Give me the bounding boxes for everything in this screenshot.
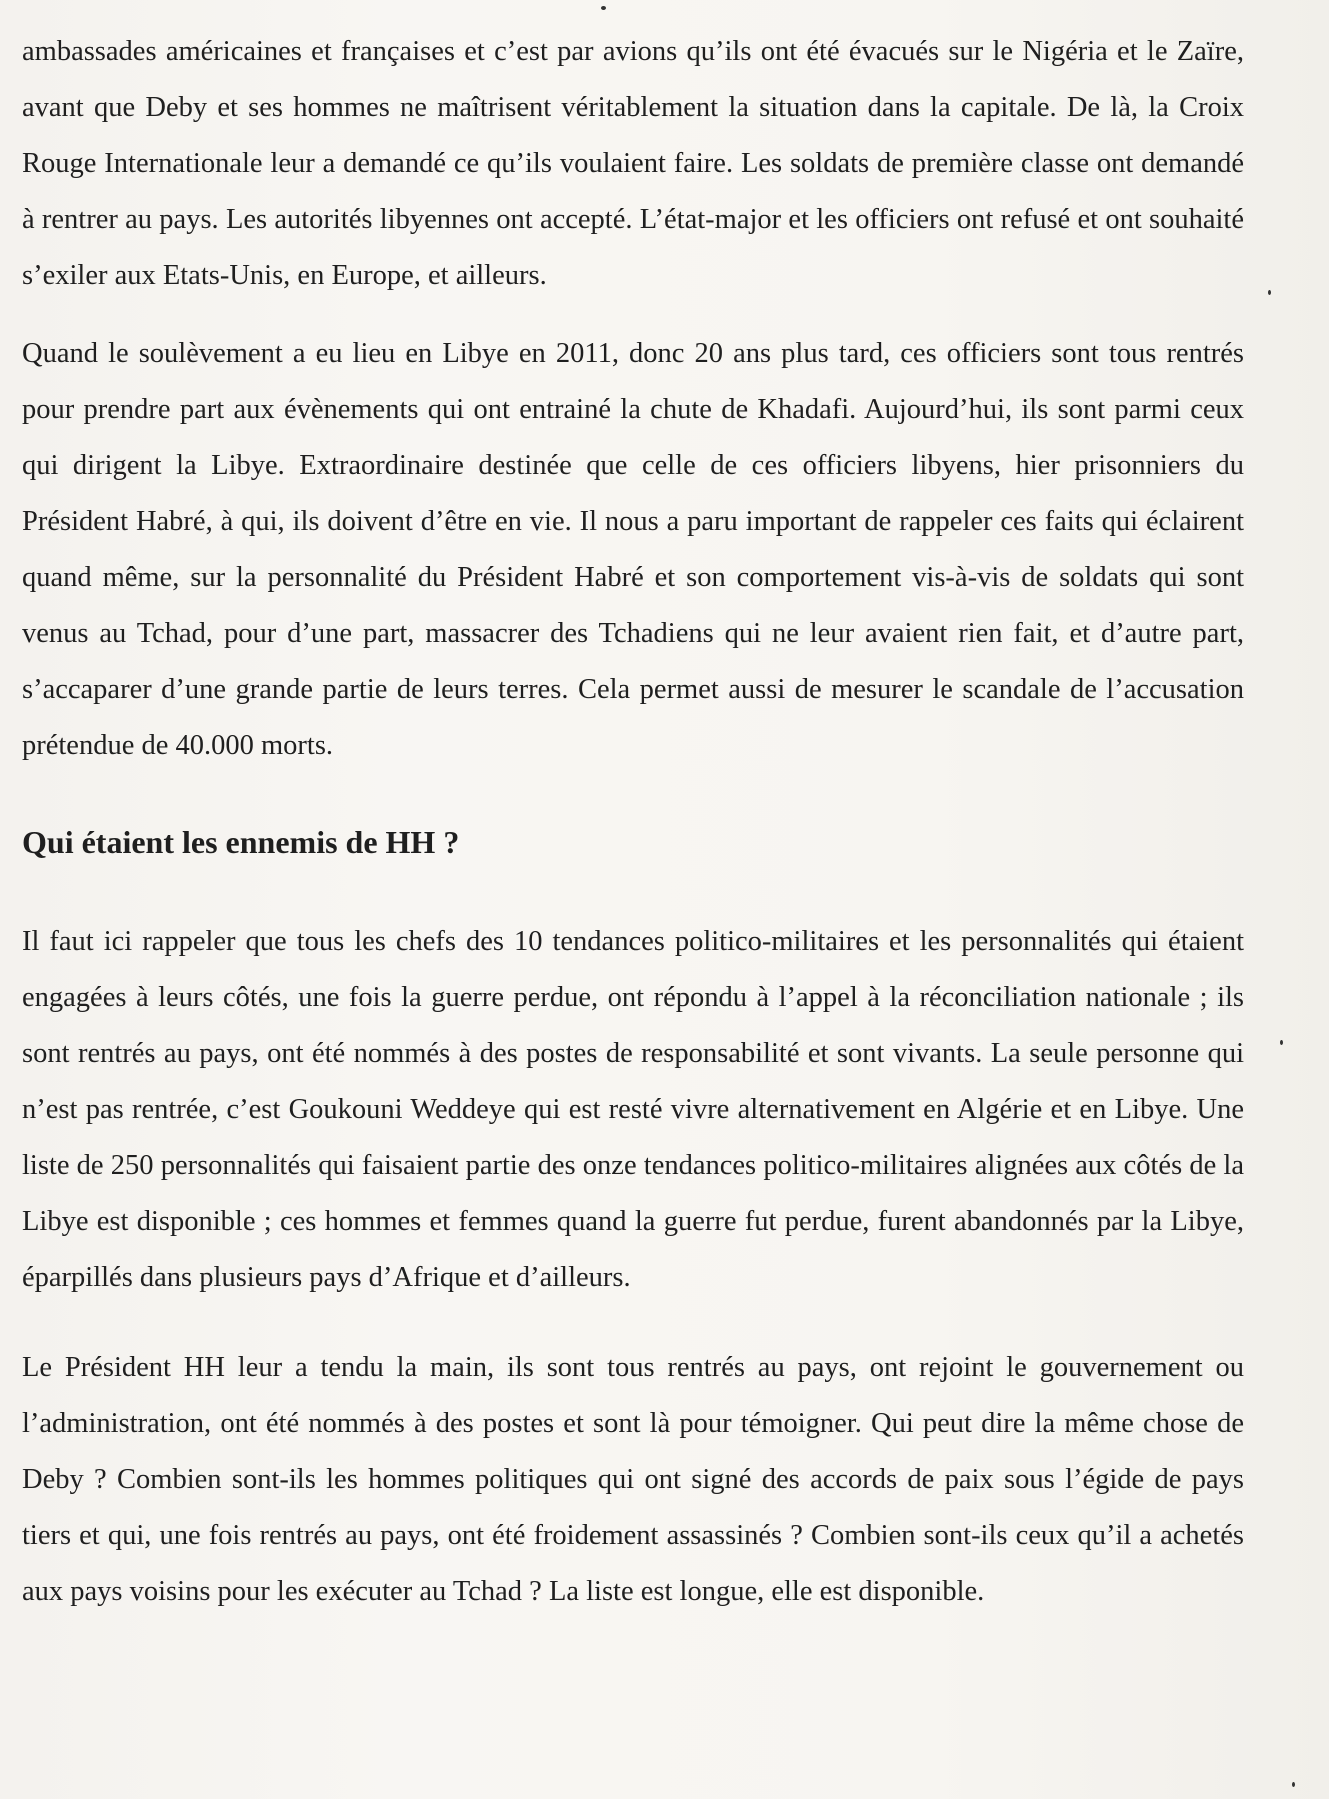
- page-content: [22, 24, 1244, 1620]
- paragraph-libya-uprising: Quand le soulèvement a eu lieu en Libye en 2011, donc 20 ans plus tard, ces officiers sont tous rentrés pour prendre part aux évènements qui ont entrainé la chute de Khadafi. Aujourd’hui, ils sont parmi ceux qui dirigent la Libye. Extraordinaire destinée que celle de ces officiers libyens, hier prisonniers du Président Habré, à qui, ils doivent d’être en vie. Il nous a paru important de rappeler ces faits qui éclairent quand même, sur la personnalité du Président Habré et son comportement vis-à-vis de soldats qui sont venus au Tchad, pour d’une part, massacrer des Tchadiens qui ne leur avaient rien fait, et d’autre part, s’accaparer d’une grande partie de leurs terres. Cela permet aussi de mesurer le scandale de l’accusation prétendue de 40.000 morts.: [22, 338, 1244, 761]
- paragraph-evacuation: ambassades américaines et françaises et c’est par avions qu’ils ont été évacués sur le Nigéria et le Zaïre, avant que Deby et ses hommes ne maîtrisent véritablement la situation dans la capitale. De là, la Croix Rouge Internationale leur a demandé ce qu’ils voulaient faire. Les soldats de première classe ont demandé à rentrer au pays. Les autorités libyennes ont accepté. L’état-major et les officiers ont refusé et ont souhaité s’exiler aux Etats-Unis, en Europe, et ailleurs.: [22, 36, 1244, 291]
- section-heading: Qui étaient les ennemis de HH ?: [22, 824, 460, 860]
- scan-speck: [1292, 1782, 1295, 1787]
- scan-speck: [1280, 1040, 1283, 1045]
- paragraph-president-hh: Le Président HH leur a tendu la main, ils sont tous rentrés au pays, ont rejoint le gouvernement ou l’administration, ont été nommés à des postes et sont là pour témoigner. Qui peut dire la même chose de Deby ? Combien sont-ils les hommes politiques qui ont signé des accords de paix sous l’égide de pays tiers et qui, une fois rentrés au pays, ont été froidement assassinés ? Combien sont-ils ceux qu’il a achetés aux pays voisins pour les exécuter au Tchad ? La liste est longue, elle est disponible.: [22, 1352, 1244, 1607]
- paragraph-reconciliation: Il faut ici rappeler que tous les chefs des 10 tendances politico-militaires et les personnalités qui étaient engagées à leurs côtés, une fois la guerre perdue, ont répondu à l’appel à la réconciliation nationale ; ils sont rentrés au pays, ont été nommés à des postes de responsabilité et sont vivants. La seule personne qui n’est pas rentrée, c’est Goukouni Weddeye qui est resté vivre alternativement en Algérie et en Libye. Une liste de 250 personnalités qui faisaient partie des onze tendances politico-militaires alignées aux côtés de la Libye est disponible ; ces hommes et femmes quand la guerre fut perdue, furent abandonnés par la Libye, éparpillés dans plusieurs pays d’Afrique et d’ailleurs.: [22, 926, 1244, 1293]
- scan-speck: [601, 6, 606, 10]
- scan-speck: [1268, 290, 1271, 295]
